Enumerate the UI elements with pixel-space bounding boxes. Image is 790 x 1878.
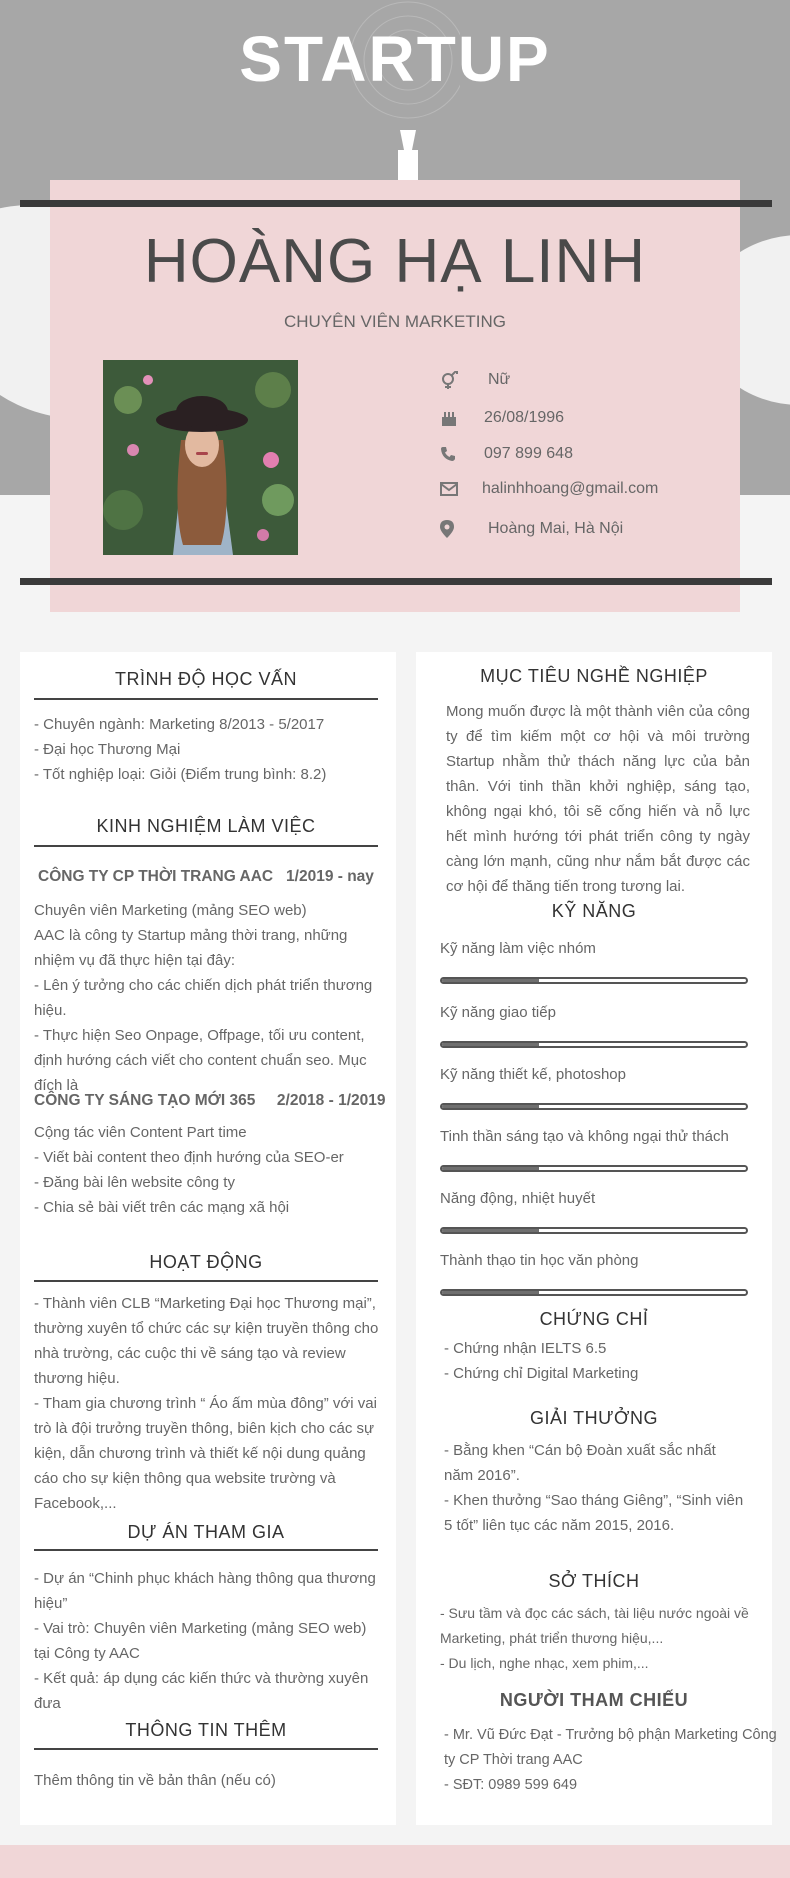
candidate-name: HOÀNG HẠ LINH (143, 227, 647, 296)
certificates-text: - Chứng nhận IELTS 6.5 - Chứng chỉ Digital Marketing (444, 1340, 639, 1382)
certificates-heading: CHỨNG CHỈ (539, 1309, 649, 1329)
skill-bar-4 (440, 1165, 748, 1172)
skill-bar-fill-5 (442, 1229, 539, 1232)
references-text: - Mr. Vũ Đức Đạt - Trưởng bộ phận Marketing Công ty CP Thời trang AAC - SĐT: 0989 599 649 (444, 1727, 777, 1793)
gender-text: Nữ (488, 371, 511, 388)
experience-rule (34, 845, 378, 847)
skill-bar-3 (440, 1103, 748, 1110)
activities-text: - Thành viên CLB “Marketing Đại học Thương mại”, thường xuyên tổ chức các sự kiện truyền thông cho nhà trường, các cuộc thi về sáng tạo và review thương hiệu. - Tham gia chương trình “ Áo ấm mùa đông” với vai trò là đội trưởng truyền thông, biên kịch cho các sự kiện, dẫn chương trình và thiết kế nội dung quảng cáo cho sự kiện thông qua website trường và Facebook,... (34, 1295, 379, 1512)
skill-bar-fill-4 (442, 1167, 539, 1170)
awards-heading: GIẢI THƯỞNG (530, 1408, 658, 1428)
skill-bar-fill-3 (442, 1105, 539, 1108)
skill-bar-fill-2 (442, 1043, 539, 1046)
references-heading: NGƯỜI THAM CHIẾU (499, 1690, 689, 1710)
top-divider-bar (20, 200, 772, 207)
candidate-title: CHUYÊN VIÊN MARKETING (284, 312, 506, 331)
more-info-heading: THÔNG TIN THÊM (125, 1720, 287, 1740)
education-text: - Chuyên ngành: Marketing 8/2013 - 5/2017 - Đại học Thương Mại - Tốt nghiệp loại: Giỏi (Điểm trung bình: 8.2) (34, 716, 327, 783)
info-gender (440, 365, 510, 395)
objective-text: Mong muốn được là một thành viên của công ty để tìm kiếm một cơ hội và môi trường Startup nhằm thử thách năng lực của bản thân. Với tinh thần khởi nghiệp, sáng tạo, không ngại khó, tôi sẽ cống hiến và nỗ lực hết mình hướng tới phát triển công ty ngày càng lớn mạnh, cũng như nắm bắt được các cơ hội để thăng tiến trong tương lai. (446, 703, 750, 895)
skill-bar-1 (440, 977, 748, 984)
skill-bar-2 (440, 1041, 748, 1048)
info-birthday (440, 403, 564, 433)
activities-heading: HOẠT ĐỘNG (149, 1252, 263, 1272)
activities-rule (34, 1280, 378, 1282)
projects-text: - Dự án “Chinh phục khách hàng thông qua thương hiệu” - Vai trò: Chuyên viên Marketing (mảng SEO web) tại Công ty AAC - Kết quả: áp dụng các kiến thức và thường xuyên đưa (34, 1570, 376, 1712)
job-2-company: CÔNG TY SÁNG TẠO MỚI 365 2/2018 - 1/2019 (34, 1092, 386, 1109)
birthday-cake-icon (440, 409, 476, 427)
email-text[interactable]: halinhhoang@gmail.com (482, 480, 659, 497)
more-info-text: Thêm thông tin về bản thân (nếu có) (34, 1772, 276, 1789)
skill-bar-fill-6 (442, 1291, 539, 1294)
job-1-details: Chuyên viên Marketing (mảng SEO web) AAC là công ty Startup mảng thời trang, những nhiệm vụ đã thực hiện tại đây: - Lên ý tưởng cho các chiến dịch phát triển thương hiệu. - Thực hiện Seo Onpage, Offpage, tối ưu content, định hướng cách viết cho content chuẩn seo. Mục đích là (34, 902, 373, 1094)
hobbies-text: - Sưu tầm và đọc các sách, tài liệu nước ngoài về Marketing, phát triển thương hiệu,... - Du lịch, nghe nhạc, xem phim,... (440, 1605, 749, 1671)
job-1-company: CÔNG TY CP THỜI TRANG AAC 1/2019 - nay (38, 868, 374, 885)
hobbies-heading: SỞ THÍCH (548, 1571, 640, 1591)
profile-photo (103, 360, 298, 555)
bottom-divider-bar (20, 578, 772, 585)
skill-bar-5 (440, 1227, 748, 1234)
projects-heading: DỰ ÁN THAM GIA (127, 1522, 285, 1542)
projects-rule (34, 1549, 378, 1551)
birthday-text: 26/08/1996 (484, 409, 565, 426)
skill-bar-fill-1 (442, 979, 539, 982)
objective-heading: MỤC TIÊU NGHỀ NGHIỆP (480, 666, 708, 686)
address-text: Hoàng Mai, Hà Nội (488, 520, 624, 537)
experience-heading: KINH NGHIỆM LÀM VIỆC (96, 816, 316, 836)
skill-bar-6 (440, 1289, 748, 1296)
skill-label-6: Thành thạo tin học văn phòng (440, 1252, 639, 1269)
info-address (440, 514, 623, 544)
phone-icon (440, 446, 476, 462)
envelope-icon (440, 482, 476, 496)
skill-label-1: Kỹ năng làm việc nhóm (440, 940, 596, 957)
logo-startup: STARTUP (239, 23, 551, 95)
skill-label-5: Năng động, nhiệt huyết (440, 1190, 596, 1207)
info-email (440, 474, 658, 504)
footer-strip (0, 1845, 790, 1878)
education-heading: TRÌNH ĐỘ HỌC VẤN (114, 669, 297, 689)
skills-heading: KỸ NĂNG (551, 901, 637, 921)
skill-label-3: Kỹ năng thiết kế, photoshop (440, 1066, 626, 1083)
map-pin-icon (440, 520, 476, 538)
skill-label-2: Kỹ năng giao tiếp (440, 1004, 556, 1021)
awards-text: - Bằng khen “Cán bộ Đoàn xuất sắc nhất năm 2016”. - Khen thưởng “Sao tháng Giêng”, “Sinh viên 5 tốt” liên tục các năm 2015, 2016. (444, 1442, 744, 1534)
gender-icon (440, 371, 476, 389)
info-phone (440, 439, 573, 469)
more-info-rule (34, 1748, 378, 1750)
phone-text[interactable]: 097 899 648 (484, 445, 573, 462)
skill-label-4: Tinh thần sáng tạo và không ngại thử thách (440, 1128, 729, 1145)
job-2-details: Cộng tác viên Content Part time - Viết bài content theo định hướng của SEO-er - Đăng bài lên website công ty - Chia sẻ bài viết trên các mạng xã hội (34, 1124, 344, 1216)
education-rule (34, 698, 378, 700)
